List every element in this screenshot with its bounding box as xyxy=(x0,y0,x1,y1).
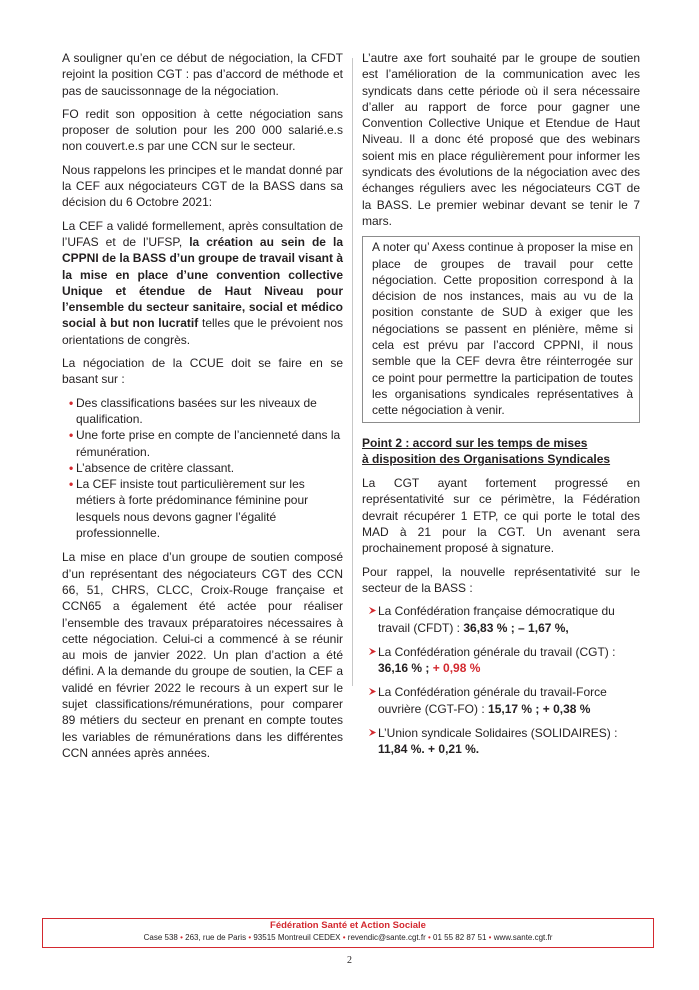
column-divider xyxy=(352,58,353,686)
separator-dot: • xyxy=(180,933,183,942)
red-bullet-icon: • xyxy=(69,477,74,492)
left-paragraph-ccue: La négociation de la CCUE doit se faire en se basant sur : xyxy=(62,356,343,387)
list-item: • Une forte prise en compte de l’ancienneté dans la rémunération. xyxy=(69,428,341,459)
red-bullet-icon: • xyxy=(69,428,74,443)
right-paragraph-representativity: Pour rappel, la nouvelle représentativité sur le secteur de la BASS : xyxy=(362,564,640,595)
left-paragraph-support-group: La mise en place d’un groupe de soutien composé d’un représentant des négociateurs CGT des CCN 66, 51, CHRS, CLCC, Croix-Rouge française et CCN65 a également été actée pour réaliser l’ensemble des travaux préparatoires nécessaires à cette négociation. Celui-ci a commencé à se réunir au mois de janvier 2022. Un plan d’action a été défini. A la demande du groupe de soutien, la CEF a validé en février 2022 le recours à un expert sur le sujet classifications/rémunérations, pour comparer 89 métiers du secteur en prenant en compte toutes les variables de rémunérations dans les différentes CCN années après années. xyxy=(62,550,343,760)
left-paragraph-mandate: Nous rappelons les principes et le mandat donné par la CEF aux négociateurs CGT de la BASS dans sa décision du 6 Octobre 2021: xyxy=(62,162,343,210)
list-item: • La CEF insiste tout particulièrement sur les métiers à forte prédominance féminine pour lesquels nous devons gagner l’égalité professionnelle. xyxy=(69,477,309,541)
list-item: • L’absence de critère classant. xyxy=(69,460,235,475)
footer-address: Case 538 • 263, rue de Paris • 93515 Montreuil CEDEX • revendic@sante.cgt.fr • 01 55 82 87 51 • www.sante.cgt.fr xyxy=(143,933,553,942)
left-paragraph-cef-decision xyxy=(62,218,343,348)
right-column xyxy=(362,50,640,766)
axess-note-text: A noter qu’ Axess continue à proposer la mise en place de groupes de travail pour cette négociation. Cette proposition correspond à la décision de nos instances, mais au vu de la position constante de SUD à exiger que les négociations se passent en plénière, même si cela est prévu par l’accord CPPNI, il nous semble que la CEF devra être réinterrogée sur ce point pour permettre la participation de toutes les organisations syndicales représentatives à cette négociation à venir. xyxy=(372,240,633,418)
ccue-criteria-list xyxy=(62,395,343,542)
list-item: La Confédération générale du travail-Force ouvrière (CGT-FO) : 15,17 % ; + 0,38 % xyxy=(368,684,640,717)
federation-footer xyxy=(42,918,654,948)
list-item: L’Union syndicale Solidaires (SOLIDAIRES) : 11,84 %. + 0,21 %. xyxy=(368,725,640,758)
cef-decision-intro: La CEF a validé formellement, après consultation de l’UFAS et de l’UFSP, xyxy=(62,218,343,249)
right-paragraph-mad: La CGT ayant fortement progressé en représentativité sur ce périmètre, la Fédération devrait récupérer 1 ETP, ce qui porte le total des MAD à 21 pour la CGT. Un avenant sera prochainement proposé à signature. xyxy=(362,476,640,556)
red-arrow-bullet-icon xyxy=(368,606,377,615)
list-item: La Confédération générale du travail (CGT) : 36,16 % ; + 0,98 % xyxy=(368,644,640,677)
cef-decision-end: telles que le prévoient nos orientations de congrès. xyxy=(62,316,343,347)
separator-dot: • xyxy=(488,933,492,942)
footer-website-link[interactable]: www.sante.cgt.fr xyxy=(493,933,553,942)
representativity-list xyxy=(362,603,640,757)
red-arrow-bullet-icon xyxy=(368,647,377,656)
red-arrow-bullet-icon xyxy=(368,687,377,696)
left-column xyxy=(62,50,343,768)
page-number: 2 xyxy=(347,955,352,966)
footer-phone: 01 55 82 87 51 xyxy=(433,933,487,942)
separator-dot: • xyxy=(427,933,431,942)
footer-email-link[interactable]: revendic@sante.cgt.fr xyxy=(347,933,426,942)
footer-title: Fédération Santé et Action Sociale xyxy=(270,920,426,931)
red-bullet-icon: • xyxy=(69,460,74,475)
left-paragraph-fo: FO redit son opposition à cette négociation sans proposer de solution pour les 200 000 salarié.e.s non couvert.e.s par une CCN sur le secteur. xyxy=(62,106,343,154)
red-arrow-bullet-icon xyxy=(368,728,377,737)
right-paragraph-communication: L’autre axe fort souhaité par le groupe de soutien est l’amélioration de la communication avec les syndicats dans cette période où il sera nécessaire d’aller au rapport de force pour gagner une Convention Collective Unique et Etendue de Haut Niveau. Il a donc été proposé que des webinars soient mis en place régulièrement pour informer les syndicats des évolutions de la négociation avec des échanges réguliers avec les négociateurs CGT de la BASS. Le premier webinar devant se tenir le 7 mars. xyxy=(362,51,640,228)
list-item: La Confédération française démocratique du travail (CFDT) : 36,83 % ; – 1,67 %, xyxy=(368,603,640,636)
list-item: • Des classifications basées sur les niveaux de qualification. xyxy=(69,395,317,426)
red-bullet-icon: • xyxy=(69,395,74,410)
left-paragraph-cfdt: A souligner qu’en ce début de négociation, la CFDT rejoint la position CGT : pas d’accord de méthode et pas de saucissonnage de la négociation. xyxy=(62,51,343,98)
separator-dot: • xyxy=(342,933,346,942)
cef-decision-bold: la création au sein de la CPPNI de la BASS d’un groupe de travail visant à la mise en place d’une convention collective Unique et étendue de Haut Niveau pour l’ensemble du secteur sanitaire, social et médico social à but non lucratif xyxy=(62,234,343,331)
separator-dot: • xyxy=(248,933,252,942)
axess-note-box xyxy=(362,236,640,422)
point-2-heading: Point 2 : accord sur les temps de mises à disposition des Organisations Syndicales xyxy=(362,435,611,466)
